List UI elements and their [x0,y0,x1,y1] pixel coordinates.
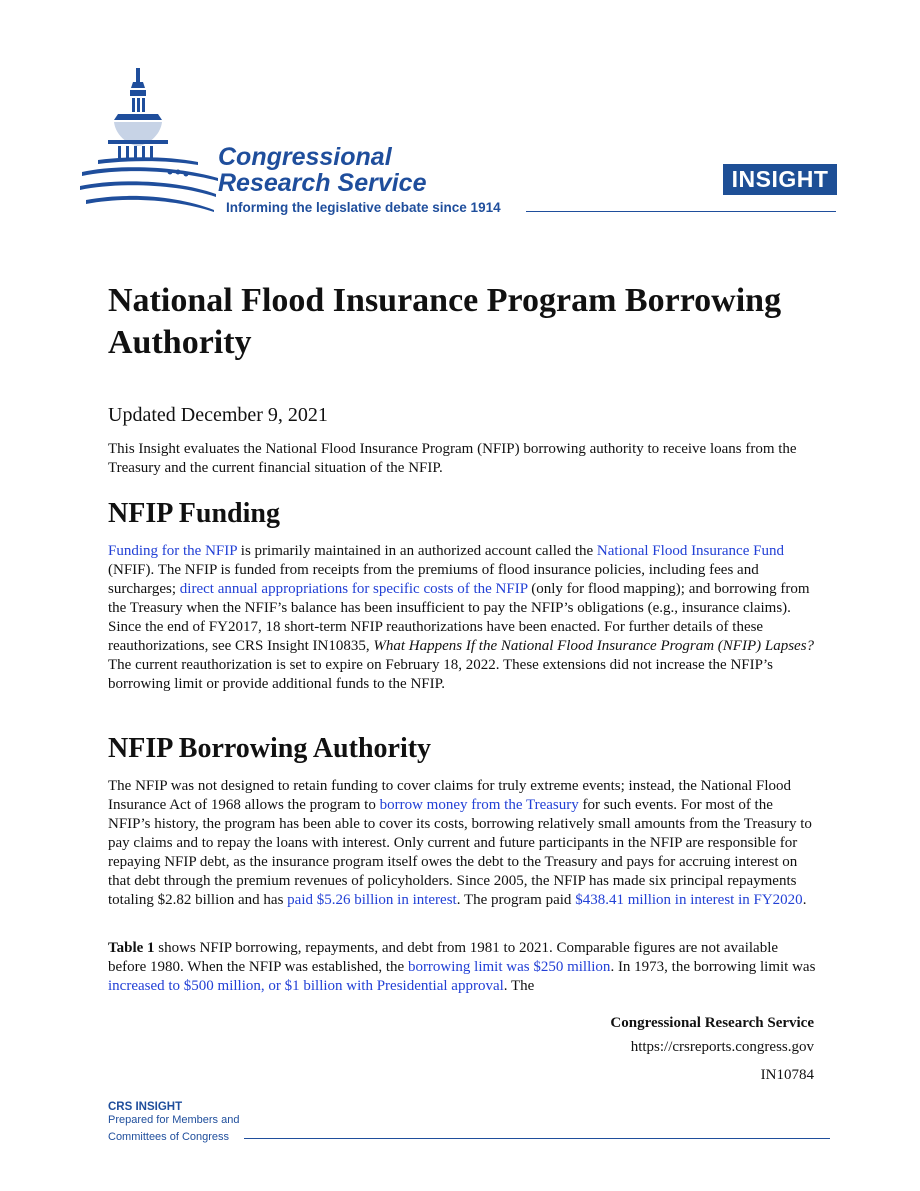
link-borrowing-limit[interactable]: borrowing limit was $250 million [407,959,611,975]
crs-logo [78,62,538,222]
org-name: Congressional Research Service [218,143,427,197]
footer-report-id: IN10784 [760,1067,814,1083]
footer-url[interactable]: https://crsreports.congress.gov [630,1039,814,1055]
link-increased-limit[interactable]: increased to $500 million, or $1 billion with Presidential approval [108,978,504,994]
footer-crs-insight: CRS INSIGHT [108,1101,183,1113]
section-heading-borrowing-authority: NFIP Borrowing Authority [108,733,432,764]
updated-date: Updated December 9, 2021 [108,404,328,426]
link-paid-interest[interactable]: paid $5.26 billion in interest [287,892,457,908]
link-funding-for-nfip[interactable]: Funding for the NFIP [108,543,238,559]
table-intro-paragraph: Table 1 shows NFIP borrowing, repayments, and debt from 1981 to 2021. Comparable figures are not available before 1980. When the NFIP was established, the borrowing limit was $250 million. In 1973, the borrowing limit was increased to $500 million, or $1 billion with Presidential approval. The [108,940,816,994]
footer-prepared-line1: Prepared for Members and [108,1114,240,1126]
footer-rule [244,1138,830,1139]
table-reference: Table 1 [108,940,155,956]
link-national-flood-insurance-fund[interactable]: National Flood Insurance Fund [596,543,784,559]
capitol-dome-icon [78,62,228,212]
org-tagline: Informing the legislative debate since 1914 [226,200,501,215]
intro-paragraph: This Insight evaluates the National Flood Insurance Program (NFIP) borrowing authority to receive loans from the Treasury and the current financial situation of the NFIP. [108,441,797,476]
link-direct-appropriations[interactable]: direct annual appropriations for specific costs of the NFIP [179,581,528,597]
funding-paragraph: Funding for the NFIP is primarily maintained in an authorized account called the National Flood Insurance Fund (NFIF). The NFIP is funded from receipts from the premiums of flood insurance policies, including fees and surcharges; direct annual appropriations for specific costs of the NFIP (only for flood mapping); and borrowing from the Treasury when the NFIF’s balance has been insufficient to pay the NFIP’s obligations (e.g., insurance claims). Since the end of FY2017, 18 short-term NFIP reauthorizations have been enacted. For further details of these reauthorizations, see CRS Insight IN10835, What Happens If the National Flood Insurance Program (NFIP) Lapses? The current reauthorization is set to expire on February 18, 2022. These extensions did not increase the NFIP’s borrowing limit or provide additional funds to the NFIP. [108,543,815,692]
link-borrow-money-treasury[interactable]: borrow money from the Treasury [379,797,579,813]
footer-prepared-line2: Committees of Congress [108,1131,230,1143]
footer-org: Congressional Research Service [610,1015,814,1031]
section-heading-nfip-funding: NFIP Funding [108,498,280,529]
header-rule [526,211,836,212]
page-title: National Flood Insurance Program Borrowing Authority [108,282,782,361]
link-interest-fy2020[interactable]: $438.41 million in interest in FY2020 [575,892,803,908]
borrowing-paragraph: The NFIP was not designed to retain funding to cover claims for truly extreme events; instead, the National Flood Insurance Act of 1968 allows the program to borrow money from the Treasury for such events. For most of the NFIP’s history, the program has been able to cover its costs, borrowing relatively small amounts from the Treasury to pay claims and to repay the loans with interest. Only current and future participants in the NFIP are responsible for repaying NFIP debt, as the insurance program itself owes the debt to the Treasury and pays for accruing interest on that debt through the premium revenues of policyholders. Since 2005, the NFIP has made six principal repayments totaling $2.82 billion and has paid $5.26 billion in interest. The program paid $438.41 million in interest in FY2020. [108,778,812,908]
insight-badge: INSIGHT [723,164,837,195]
